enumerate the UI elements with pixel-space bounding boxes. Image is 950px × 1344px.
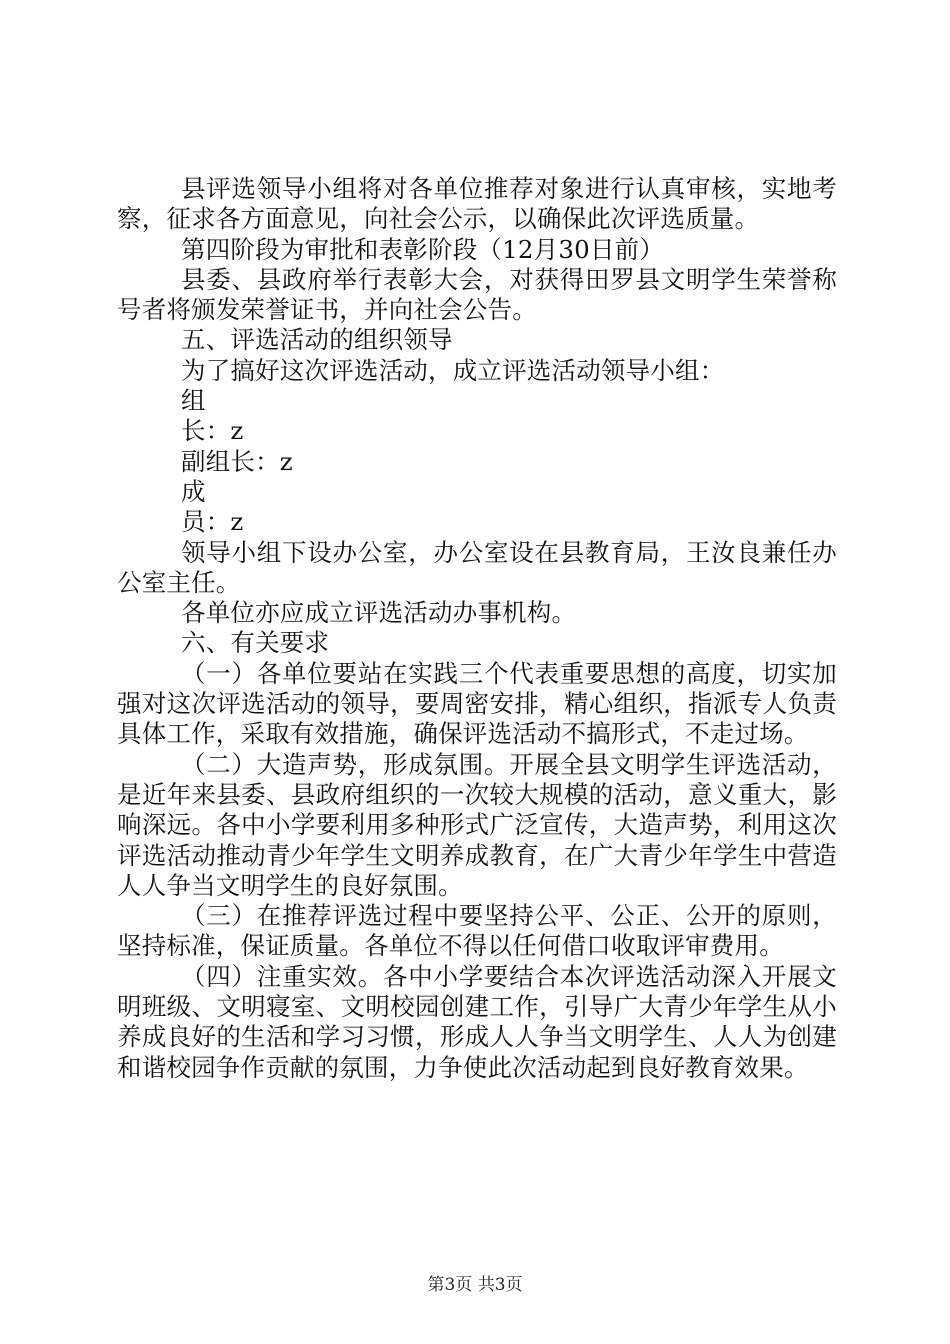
paragraph-stage-four-heading: 第四阶段为审批和表彰阶段（12月30日前） [181,234,665,264]
paragraph-requirement-2: （二）大造声势，形成氛围。开展全县文明学生评选活动，是近年来县委、县政府组织的一次较大规模的活动，意义重大，影响深远。各中小学要利用多种形式广泛宣传，大造声势，利用这次评选活动推动青少年学生文明养成教育，在广大青少年学生中营造人人争当文明学生的良好氛围。 [117,749,837,900]
paragraph-leader-line-2: 长：z [181,416,244,446]
paragraph-deputy-leader: 副组长：z [181,446,293,476]
paragraph-unit-bodies: 各单位亦应成立评选活动办事机构。 [181,598,577,628]
paragraph-requirement-4: （四）注重实效。各中小学要结合本次评选活动深入开展文明班级、文明寝室、文明校园创建工作，引导广大青少年学生从小养成良好的生活和学习习惯，形成人人争当文明学生、人人为创建和谐校园争作贡献的氛围，力争使此次活动起到良好教育效果。 [117,961,837,1082]
paragraph-review-process: 县评选领导小组将对各单位推荐对象进行认真审核，实地考察，征求各方面意见，向社会公示，以确保此次评选质量。 [117,174,837,234]
paragraph-commendation: 县委、县政府举行表彰大会，对获得田罗县文明学生荣誉称号者将颁发荣誉证书，并向社会公告。 [117,264,837,325]
page-footer: 第3页 共3页 [427,1275,523,1295]
section-heading-requirements: 六、有关要求 [181,628,330,658]
paragraph-requirement-3: （三）在推荐评选过程中要坚持公平、公正、公开的原则，坚持标准，保证质量。各单位不得以任何借口收取评审费用。 [117,901,837,961]
document-body [117,174,837,1083]
paragraph-office: 领导小组下设办公室，办公室设在县教育局，王汝良兼任办公室主任。 [117,537,837,597]
paragraph-requirement-1: （一）各单位要站在实践三个代表重要思想的高度，切实加强对这次评选活动的领导，要周密安排，精心组织，指派专人负责具体工作，采取有效措施，确保评选活动不搞形式，不走过场。 [117,658,837,749]
paragraph-member-line-2: 员：z [181,507,244,537]
paragraph-leading-group-intro: 为了搞好这次评选活动，成立评选活动领导小组： [181,355,725,385]
paragraph-leader-line-1: 组 [181,386,206,416]
paragraph-member-line-1: 成 [181,476,206,506]
section-heading-organization: 五、评选活动的组织领导 [181,325,453,355]
